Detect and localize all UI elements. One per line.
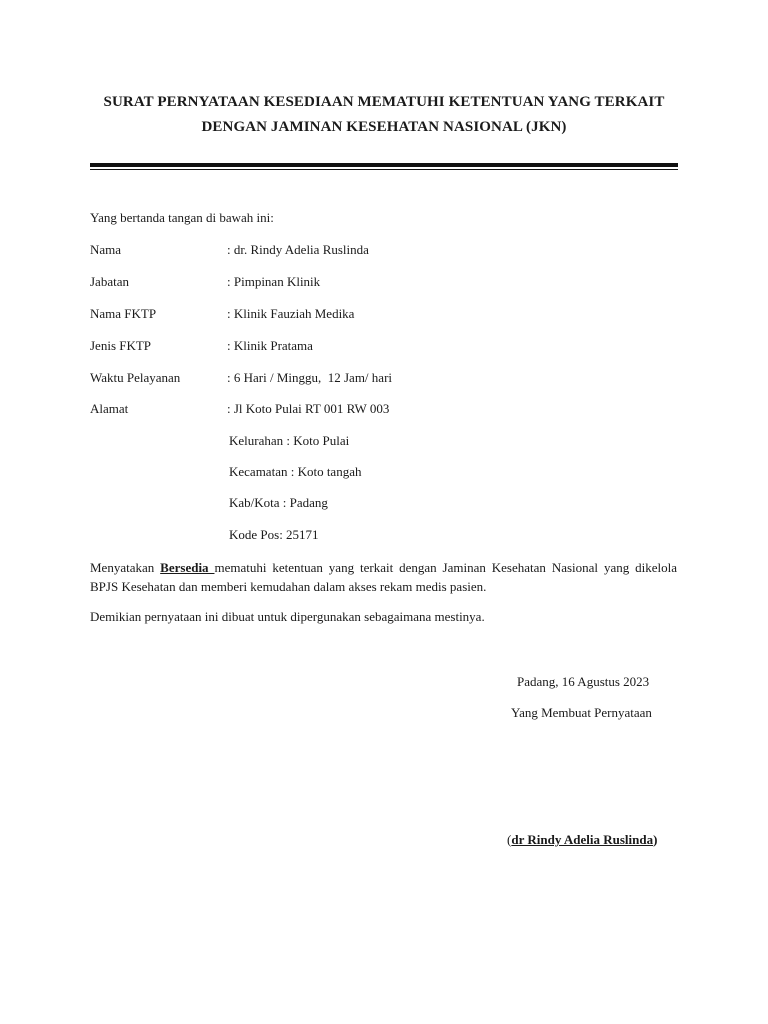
place-date: Padang, 16 Agustus 2023 [517, 674, 650, 689]
field-value-nama: : dr. Rindy Adelia Ruslinda [227, 242, 369, 257]
field-label-alamat: Alamat [90, 401, 129, 416]
field-value-nama-fktp: : Klinik Fauziah Medika [227, 306, 355, 321]
signer-role: Yang Membuat Pernyataan [511, 705, 652, 720]
header-divider-thick [90, 163, 678, 167]
statement-paragraph [90, 558, 677, 596]
field-value-alamat: : Jl Koto Pulai RT 001 RW 003 [227, 401, 390, 416]
field-label-jabatan: Jabatan [90, 274, 129, 289]
statement-prefix: Menyatakan [90, 560, 161, 575]
field-label-nama-fktp: Nama FKTP [90, 306, 157, 321]
signer-name: dr Rindy Adelia Ruslinda [511, 832, 654, 847]
signer-open-paren: ( [507, 832, 512, 847]
address-kode-pos: Kode Pos: 25171 [229, 527, 319, 542]
header-divider-thin [90, 169, 678, 170]
field-value-jenis-fktp: : Klinik Pratama [227, 338, 313, 353]
field-value-waktu-pelayanan: : 6 Hari / Minggu, 12 Jam/ hari [227, 370, 393, 385]
document-title-line-1: SURAT PERNYATAAN KESEDIAAN MEMATUHI KETENTUAN YANG TERKAIT [103, 94, 665, 110]
field-label-jenis-fktp: Jenis FKTP [90, 338, 152, 353]
address-kelurahan: Kelurahan : Koto Pulai [229, 433, 350, 448]
statement-bold: Bersedia [160, 560, 215, 575]
signer-close-paren: ) [653, 832, 658, 847]
field-value-jabatan: : Pimpinan Klinik [227, 274, 321, 289]
address-kecamatan: Kecamatan : Koto tangah [229, 464, 362, 479]
closing-paragraph: Demikian pernyataan ini dibuat untuk dipergunakan sebagaimana mestinya. [90, 609, 485, 624]
field-label-waktu-pelayanan: Waktu Pelayanan [90, 370, 181, 385]
address-kabkota: Kab/Kota : Padang [229, 495, 328, 510]
signer-name-block [507, 831, 657, 849]
statement-rest: mematuhi ketentuan yang terkait dengan Jaminan Kesehatan Nasional yang dikelola BPJS Kesehatan dan memberi kemudahan dalam akses rekam medis pasien. [90, 560, 677, 594]
intro-text: Yang bertanda tangan di bawah ini: [90, 210, 274, 225]
field-label-nama: Nama [90, 242, 122, 257]
document-title-line-2: DENGAN JAMINAN KESEHATAN NASIONAL (JKN) [201, 119, 567, 135]
